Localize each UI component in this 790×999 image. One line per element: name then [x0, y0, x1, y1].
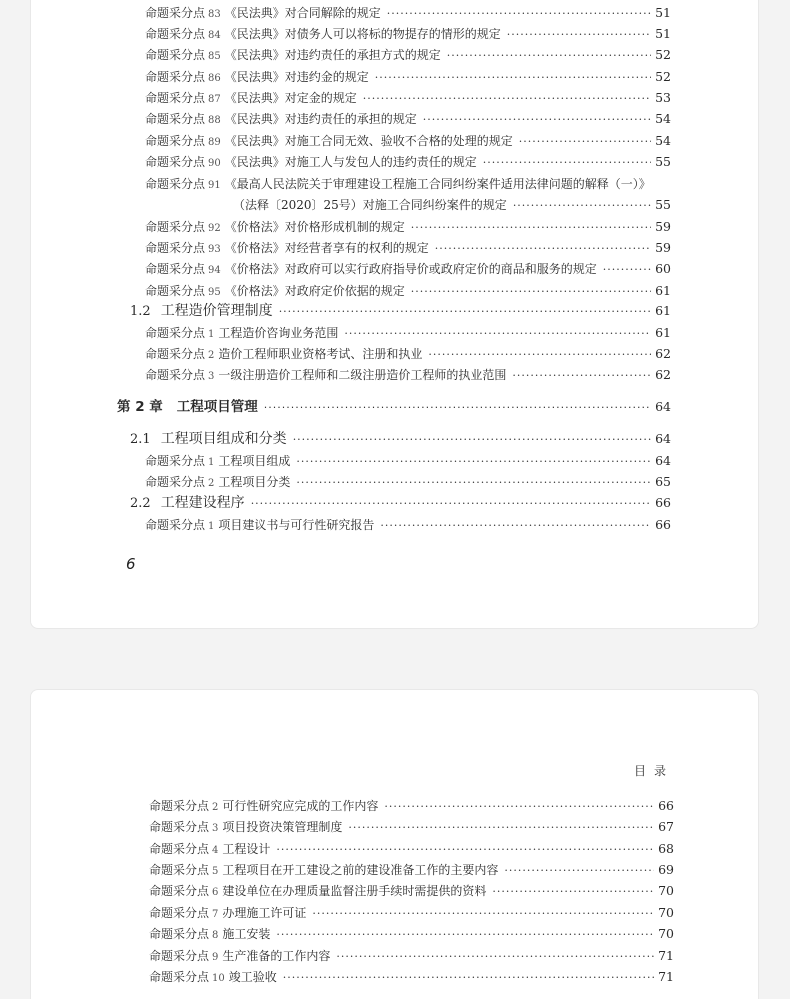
entry-number: 4 — [212, 845, 219, 856]
entry-title: 《价格法》对政府可以实行政府指导价或政府定价的商品和服务的规定 — [224, 262, 597, 276]
entry-number: 89 — [208, 137, 221, 148]
toc-chapter-entry[interactable] — [117, 399, 671, 416]
entry-title: 《民法典》对债务人可以将标的物提存的情形的规定 — [224, 27, 501, 41]
entry-page-number: 64 — [655, 399, 671, 414]
entry-page-number: 69 — [658, 862, 674, 877]
dot-leader — [492, 884, 654, 900]
toc-entry[interactable] — [145, 111, 671, 129]
toc-entry[interactable] — [145, 26, 671, 44]
entry-page-number: 70 — [658, 905, 674, 920]
entry-page-number: 70 — [658, 926, 674, 941]
toc-entry[interactable] — [145, 47, 671, 65]
dot-leader — [312, 906, 654, 922]
entry-number: 93 — [208, 244, 221, 255]
entry-number: 91 — [208, 180, 221, 191]
entry-label: 命题采分点 — [145, 347, 206, 361]
entry-page-number: 66 — [658, 798, 674, 813]
dot-leader — [519, 134, 651, 150]
entry-number: 3 — [212, 823, 219, 834]
dot-leader — [603, 262, 651, 278]
entry-number: 1 — [208, 329, 215, 340]
entry-title: 《民法典》对定金的规定 — [224, 91, 357, 105]
entry-page-number: 52 — [655, 69, 671, 84]
dot-leader — [387, 0, 651, 1]
dot-leader — [348, 820, 654, 836]
entry-label: 命题采分点 — [145, 155, 206, 169]
entry-label: 命题采分点 — [145, 475, 206, 489]
toc-entry[interactable] — [145, 176, 651, 194]
entry-number: 86 — [208, 73, 221, 84]
entry-label: 命题采分点 — [145, 134, 206, 148]
chapter-title: 工程项目管理 — [176, 399, 258, 415]
entry-title: 可行性研究应完成的工作内容 — [222, 799, 379, 813]
section-number: 2.2 — [130, 496, 151, 511]
toc-section-entry[interactable] — [130, 303, 671, 320]
entry-label: 命题采分点 — [145, 262, 206, 276]
entry-title-continued: （法释〔2020〕25号）对施工合同纠纷案件的规定 — [233, 198, 507, 212]
entry-number: 1 — [208, 457, 215, 468]
entry-label: 命题采分点 — [145, 70, 206, 84]
dot-leader — [447, 48, 651, 64]
entry-label: 命题采分点 — [145, 368, 206, 382]
toc-entry[interactable] — [145, 367, 671, 385]
entry-title: 工程项目在开工建设之前的建设准备工作的主要内容 — [222, 863, 499, 877]
entry-title: 生产准备的工作内容 — [222, 949, 331, 963]
entry-page-number: 54 — [655, 133, 671, 148]
entry-label: 命题采分点 — [145, 454, 206, 468]
section-title: 工程项目组成和分类 — [160, 431, 287, 447]
entry-title: 项目投资决策管理制度 — [222, 820, 343, 834]
entry-label: 命题采分点 — [145, 27, 206, 41]
dot-leader — [483, 155, 651, 171]
section-number: 2.1 — [130, 432, 151, 447]
entry-title: 建设单位在办理质量监督注册手续时需提供的资料 — [222, 884, 487, 898]
dot-leader — [264, 400, 651, 416]
entry-title: 《民法典》对违约责任的承担的规定 — [224, 112, 417, 126]
toc-entry[interactable] — [145, 133, 671, 151]
dot-leader — [375, 70, 651, 86]
entry-title: 《最高人民法院关于审理建设工程施工合同纠纷案件适用法律问题的解释（一）》 — [224, 177, 651, 191]
entry-page-number: 62 — [655, 367, 671, 382]
entry-title: 办理施工许可证 — [222, 906, 307, 920]
toc-entry[interactable] — [145, 261, 671, 279]
entry-page-number: 59 — [655, 219, 671, 234]
entry-number: 87 — [208, 94, 221, 105]
dot-leader — [336, 949, 654, 965]
dot-leader — [428, 347, 651, 363]
entry-page-number: 51 — [655, 26, 671, 41]
entry-number: 83 — [208, 9, 221, 20]
entry-label: 命题采分点 — [149, 949, 210, 963]
entry-title: 工程造价咨询业务范围 — [218, 326, 339, 340]
toc-entry[interactable] — [145, 325, 671, 343]
entry-label: 命题采分点 — [149, 863, 210, 877]
toc-entry[interactable] — [145, 5, 671, 23]
entry-number: 2 — [212, 802, 219, 813]
toc-entry[interactable] — [145, 474, 671, 492]
dot-leader — [504, 863, 654, 879]
entry-title: 《民法典》对施工合同无效、验收不合格的处理的规定 — [224, 134, 513, 148]
entry-title: 一级注册造价工程师和二级注册造价工程师的执业范围 — [218, 368, 507, 382]
toc-entry[interactable] — [145, 90, 671, 108]
entry-label: 命题采分点 — [145, 241, 206, 255]
entry-title: 《价格法》对政府定价依据的规定 — [224, 284, 405, 298]
dot-leader — [435, 241, 651, 257]
running-header: 目录 — [633, 764, 674, 778]
entry-title: 施工安装 — [222, 927, 271, 941]
toc-page-upper — [30, 0, 759, 629]
entry-page-number: 55 — [655, 154, 671, 169]
entry-label: 命题采分点 — [149, 884, 210, 898]
entry-page-number: 55 — [655, 197, 671, 212]
entry-label: 命题采分点 — [145, 91, 206, 105]
entry-title: 工程项目组成 — [218, 454, 291, 468]
dot-leader — [384, 799, 654, 815]
toc-entry[interactable] — [149, 969, 674, 987]
entry-number: 92 — [208, 223, 221, 234]
entry-page-number: 54 — [655, 111, 671, 126]
entry-label: 命题采分点 — [145, 326, 206, 340]
entry-number: 3 — [208, 371, 215, 382]
entry-title: 工程项目分类 — [218, 475, 291, 489]
toc-entry[interactable] — [145, 346, 671, 364]
entry-label: 命题采分点 — [145, 6, 206, 20]
toc-entry[interactable] — [149, 905, 674, 923]
entry-page-number: 52 — [655, 47, 671, 62]
toc-entry-continuation[interactable] — [233, 197, 671, 214]
entry-label: 命题采分点 — [145, 220, 206, 234]
entry-number — [208, 0, 221, 2]
toc-entry[interactable] — [149, 819, 674, 837]
entry-title: 《价格法》对价格形成机制的规定 — [224, 220, 405, 234]
entry-page-number: 71 — [658, 948, 674, 963]
entry-page-number: 61 — [655, 303, 671, 318]
entry-page-number: 66 — [655, 495, 671, 510]
entry-page-number: 66 — [655, 517, 671, 532]
entry-title: 竣工验收 — [228, 970, 277, 984]
toc-entry[interactable] — [145, 283, 671, 301]
toc-page-lower — [30, 689, 759, 999]
toc-entry[interactable] — [145, 240, 671, 258]
entry-label: 命题采分点 — [149, 799, 210, 813]
entry-label: 命题采分点 — [145, 177, 206, 191]
entry-title: 《民法典》对施工人与发包人的违约责任的规定 — [224, 155, 477, 169]
entry-number: 5 — [212, 866, 219, 877]
entry-page-number: 61 — [655, 283, 671, 298]
toc-entry[interactable] — [149, 948, 674, 966]
entry-label: 命题采分点 — [145, 284, 206, 298]
dot-leader — [276, 927, 654, 943]
dot-leader — [513, 198, 651, 214]
entry-label: 命题采分点 — [149, 842, 210, 856]
entry-page-number: 68 — [658, 841, 674, 856]
entry-title: 《民法典》对违约金的规定 — [224, 70, 369, 84]
toc-section-entry[interactable] — [130, 431, 671, 448]
entry-number: 90 — [208, 158, 221, 169]
entry-label: 命题采分点 — [145, 112, 206, 126]
toc-entry[interactable] — [145, 0, 671, 2]
dot-leader — [344, 326, 651, 342]
entry-page-number: 64 — [655, 453, 671, 468]
toc-entry[interactable] — [145, 219, 671, 237]
entry-number: 2 — [208, 350, 215, 361]
dot-leader — [363, 91, 651, 107]
entry-number: 9 — [212, 952, 219, 963]
entry-title: 工程设计 — [222, 842, 271, 856]
entry-number: 84 — [208, 30, 221, 41]
entry-number: 95 — [208, 287, 221, 298]
entry-number: 8 — [212, 930, 219, 941]
dot-leader — [296, 454, 651, 470]
dot-leader — [276, 842, 654, 858]
entry-page-number: 61 — [655, 325, 671, 340]
toc-section-entry[interactable] — [130, 495, 671, 512]
entry-label: 命题采分点 — [145, 518, 206, 532]
toc-entry[interactable] — [149, 883, 674, 901]
entry-label: 命题采分点 — [149, 906, 210, 920]
toc-entry[interactable] — [149, 926, 674, 944]
entry-page-number: 53 — [655, 90, 671, 105]
entry-number: 94 — [208, 265, 221, 276]
toc-entry[interactable] — [145, 154, 671, 172]
entry-title: 《民法典》对合同解除的规定 — [224, 6, 381, 20]
page-number: 6 — [126, 555, 136, 573]
entry-page-number: 64 — [655, 431, 671, 446]
dot-leader — [380, 518, 651, 534]
dot-leader — [411, 284, 651, 300]
dot-leader — [251, 496, 651, 512]
entry-page-number: 67 — [658, 819, 674, 834]
entry-page-number: 62 — [655, 346, 671, 361]
dot-leader — [293, 432, 651, 448]
entry-page-number: 65 — [655, 474, 671, 489]
entry-title: 项目建议书与可行性研究报告 — [218, 518, 375, 532]
dot-leader — [387, 6, 651, 22]
dot-leader — [283, 970, 654, 986]
entry-page-number: 51 — [655, 5, 671, 20]
entry-title: 《价格法》对经营者享有的权利的规定 — [224, 241, 429, 255]
dot-leader — [411, 220, 651, 236]
toc-entry[interactable] — [149, 841, 674, 859]
entry-title: 造价工程师职业资格考试、注册和执业 — [218, 347, 423, 361]
dot-leader — [512, 368, 651, 384]
entry-label: 命题采分点 — [149, 927, 210, 941]
section-title: 工程造价管理制度 — [160, 303, 273, 319]
entry-page-number: 59 — [655, 240, 671, 255]
toc-entry[interactable] — [145, 453, 671, 471]
toc-entry[interactable] — [149, 862, 674, 880]
toc-entry[interactable] — [145, 517, 671, 535]
dot-leader — [296, 475, 651, 491]
dot-leader — [507, 27, 651, 43]
entry-label: 命题采分点 — [149, 970, 210, 984]
entry-title: 《民法典》对违约责任的承担方式的规定 — [224, 48, 441, 62]
section-number: 1.2 — [130, 304, 151, 319]
entry-number: 1 — [208, 521, 215, 532]
entry-number: 2 — [208, 478, 215, 489]
entry-number: 88 — [208, 115, 221, 126]
toc-entry[interactable] — [149, 798, 674, 816]
dot-leader — [279, 304, 651, 320]
dot-leader — [423, 112, 651, 128]
entry-number: 10 — [212, 973, 225, 984]
entry-number: 6 — [212, 887, 219, 898]
entry-page-number: 70 — [658, 883, 674, 898]
entry-number: 85 — [208, 51, 221, 62]
entry-page-number: 71 — [658, 969, 674, 984]
entry-label: 命题采分点 — [145, 48, 206, 62]
chapter-number: 第 2 章 — [117, 399, 163, 415]
section-title: 工程建设程序 — [160, 495, 245, 511]
entry-label: 命题采分点 — [149, 820, 210, 834]
entry-number: 7 — [212, 909, 219, 920]
entry-page-number: 60 — [655, 261, 671, 276]
toc-entry[interactable] — [145, 69, 671, 87]
